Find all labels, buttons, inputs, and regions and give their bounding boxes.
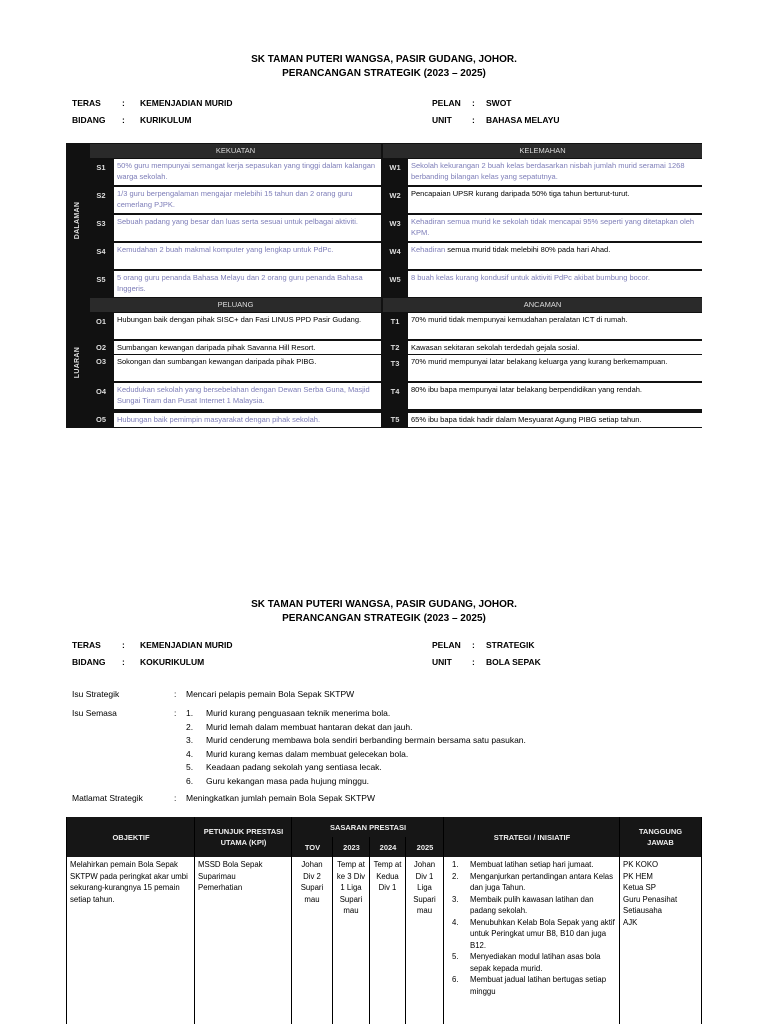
colon: : (122, 657, 125, 667)
header-tanggung-jawab: TANGGUNG JAWAB (638, 827, 683, 847)
objektif-cell: Melahirkan pemain Bola Sepak SKTPW pada peringkat akar umbi sekurang-kurangnya 15 pemain setiap tahun. (70, 860, 188, 904)
target-2023-cell: Temp at ke 3 Div 1 Liga Supari mau (336, 860, 366, 915)
swot-code: T3 (390, 359, 400, 368)
plan-title: PERANCANGAN STRATEGIK (2023 – 2025) (282, 68, 486, 79)
ancaman-header: ANCAMAN (383, 298, 702, 312)
colon: : (122, 115, 125, 125)
weakness-item: Sekolah kekurangan 2 buah kelas berdasarkan nisbah jumlah murid seramai 1268 berbanding bilangan kelas yang sepatutnya. (408, 159, 702, 185)
strength-item: 50% guru mempunyai semangat kerja sepasukan yang tinggi dalam kalangan warga sekolah. (114, 159, 381, 185)
bidang-value: KURIKULUM (140, 115, 192, 125)
colon: : (472, 657, 475, 667)
teras-label: TERAS (72, 640, 101, 650)
colon: : (174, 708, 177, 718)
list-item: 3. Membaik pulih kawasan latihan dan padang sekolah. (452, 894, 594, 915)
list-item: 1. Membuat latihan setiap hari jumaat. (452, 860, 594, 869)
opportunity-item: Sumbangan kewangan daripada pihak Savanna Hill Resort. (114, 341, 381, 354)
opportunity-item: Hubungan baik pemimpin masyarakat dengan pihak sekolah. (114, 413, 381, 427)
swot-code: S3 (96, 219, 106, 228)
tov-cell: Johan Div 2 Supari mau (300, 860, 324, 904)
colon: : (472, 98, 475, 108)
colon: : (122, 640, 125, 650)
bidang-label: BIDANG (72, 657, 106, 667)
matlamat-label: Matlamat Strategik (72, 793, 143, 803)
colon: : (174, 793, 177, 803)
colon: : (472, 115, 475, 125)
list-item: 6. Membuat jadual latihan bertugas setiap minggu (452, 975, 607, 996)
opportunity-item: Hubungan baik dengan pihak SISC+ dan Fasi LINUS PPD Pasir Gudang. (114, 313, 381, 339)
strategic-sheet (0, 588, 768, 1024)
pelan-label: PELAN (432, 640, 461, 650)
swot-table (66, 143, 702, 428)
swot-code: O4 (95, 387, 106, 396)
weakness-item: Kehadiran semua murid tidak melebihi 80% pada hari Ahad. (408, 243, 702, 269)
header-tov: TOV (304, 842, 321, 852)
meta-left (72, 95, 233, 129)
tanggung-jawab-cell (620, 857, 701, 930)
swot-code: W5 (389, 275, 401, 284)
weakness-item: 8 buah kelas kurang kondusif untuk aktiviti PdPc akibat bumbung bocor. (408, 271, 702, 297)
school-title: SK TAMAN PUTERI WANGSA, PASIR GUDANG, JOHOR. (251, 54, 517, 65)
header-2025: 2025 (416, 842, 434, 852)
meta-right (432, 95, 560, 129)
colon: : (472, 640, 475, 650)
swot-code: S5 (96, 275, 106, 284)
divider (194, 817, 195, 1024)
isu-semasa-row (72, 707, 182, 721)
pelan-value: SWOT (486, 98, 512, 108)
plan-title: PERANCANGAN STRATEGIK (2023 – 2025) (282, 613, 486, 624)
strategy-table (66, 817, 702, 1024)
weakness-item: Pencapaian UPSR kurang daripada 50% tiga tahun berturut-turut. (408, 187, 702, 213)
header-strategi: STRATEGI / INISIATIF (493, 832, 571, 842)
threat-item: 65% ibu bapa tidak hadir dalam Mesyuarat Agung PIBG setiap tahun. (408, 413, 702, 427)
swot-code: S2 (96, 191, 106, 200)
list-item: 4. Menubuhkan Kelab Bola Sepak yang aktif untuk Peringkat umur B8, B10 dan juga B12. (452, 917, 615, 950)
bidang-label: BIDANG (72, 115, 106, 125)
strength-item: Sebuah padang yang besar dan luas serta sesuai untuk pelbagai aktiviti. (114, 215, 381, 241)
header-kpi: PETUNJUK PRESTASI UTAMA (KPI) (203, 827, 284, 847)
swot-code: T2 (390, 343, 400, 352)
threat-item: Kawasan sekitaran sekolah terdedah gejala sosial. (408, 341, 702, 354)
threat-item: 70% murid mempunyai latar belakang keluarga yang kurang berkemampuan. (408, 355, 702, 381)
teras-value: KEMENJADIAN MURID (140, 640, 233, 650)
swot-code: T1 (390, 317, 400, 326)
swot-code: O5 (95, 415, 106, 424)
isu-strategik-label: Isu Strategik (72, 689, 120, 699)
isu-semasa-label: Isu Semasa (72, 708, 117, 718)
list-item: 2. Menganjurkan pertandingan antara Kelas dan juga Tahun. (452, 871, 614, 892)
matlamat-value: Meningkatkan jumlah pemain Bola Sepak SKTPW (186, 793, 375, 803)
list-item: 6. Guru kekangan masa pada hujung minggu. (186, 775, 370, 786)
meta-right (432, 637, 541, 671)
isu-strategik-value: Mencari pelapis pemain Bola Sepak SKTPW (186, 689, 355, 699)
strength-item: Kemudahan 2 buah makmal komputer yang lengkap untuk PdPc. (114, 243, 381, 269)
strategi-cell (444, 857, 619, 999)
swot-code: W1 (389, 163, 401, 172)
swot-code: O3 (95, 357, 106, 366)
list-item: Guru Penasihat (623, 894, 678, 904)
bidang-value: KOKURIKULUM (140, 657, 205, 667)
table-header (67, 817, 701, 857)
swot-code: W2 (389, 191, 401, 200)
header-2024: 2024 (379, 842, 397, 852)
kekuatan-header: KEKUATAN (90, 144, 381, 158)
side-luaran: LUARAN (74, 347, 82, 379)
kelemahan-header: KELEMAHAN (383, 144, 702, 158)
swot-code: W3 (389, 219, 401, 228)
unit-label: UNIT (432, 115, 452, 125)
peluang-header: PELUANG (90, 298, 381, 312)
side-dalaman: DALAMAN (74, 201, 82, 240)
swot-code: S1 (96, 163, 106, 172)
header-sasaran: SASARAN PRESTASI (329, 822, 407, 832)
swot-code: O1 (95, 317, 106, 326)
pelan-label: PELAN (432, 98, 461, 108)
list-item: PK HEM (623, 871, 653, 881)
swot-code: T5 (390, 415, 400, 424)
list-item: Ketua SP (623, 883, 656, 892)
isu-strategik-row (72, 688, 672, 702)
list-item: 3. Murid cenderung membawa bola sendiri berbanding bermain bersama satu pasukan. (186, 735, 526, 745)
strength-item: 1/3 guru berpengalaman mengajar melebihi 15 tahun dan 2 orang guru cemerlang PJPK. (114, 187, 381, 213)
pelan-value: STRATEGIK (486, 640, 535, 650)
opportunity-item: Kedudukan sekolah yang bersebelahan dengan Dewan Serba Guna, Masjid Sungai Tiram dan Pusat Internet 1 Malaysia. (114, 383, 381, 409)
swot-code: T4 (390, 387, 400, 396)
target-2024-cell: Temp at Kedua Div 1 (373, 860, 402, 892)
teras-label: TERAS (72, 98, 101, 108)
threat-item: 80% ibu bapa mempunyai latar belakang berpendidikan yang rendah. (408, 383, 702, 409)
target-2025-cell: Johan Div 1 Liga Supari mau (413, 860, 436, 915)
threat-item: 70% murid tidak mempunyai kemudahan peralatan ICT di rumah. (408, 313, 702, 339)
list-item: Setiausaha (623, 906, 663, 915)
strength-item: 5 orang guru penanda Bahasa Melayu dan 2 orang guru penanda Bahasa Inggeris. (114, 271, 381, 297)
header-2023: 2023 (343, 842, 360, 852)
meta-left (72, 637, 233, 671)
swot-code: S4 (96, 247, 106, 256)
list-item: 4. Murid kurang kemas dalam membuat gelecekan bola. (186, 748, 409, 759)
teras-value: KEMENJADIAN MURID (140, 98, 233, 108)
colon: : (174, 689, 177, 699)
colon: : (122, 98, 125, 108)
list-item: PK KOKO (623, 860, 659, 869)
weakness-item: Kehadiran semua murid ke sekolah tidak mencapai 95% seperti yang ditetapkan oleh KPM. (408, 215, 702, 241)
matlamat-row (72, 792, 672, 806)
divider (291, 817, 292, 1024)
list-item: 2. Murid lemah dalam membuat hantaran dekat dan jauh. (186, 721, 413, 732)
isu-semasa-list (186, 707, 526, 788)
list-item: 5. Keadaan padang sekolah yang sentiasa lecak. (186, 762, 382, 772)
list-item: 5. Menyediakan modul latihan asas bola sepak kepada murid. (452, 952, 601, 973)
opportunity-item: Sokongan dan sumbangan kewangan daripada pihak PIBG. (114, 355, 381, 381)
school-title: SK TAMAN PUTERI WANGSA, PASIR GUDANG, JOHOR. (251, 599, 517, 610)
header-objektif: OBJEKTIF (112, 832, 150, 842)
swot-sheet (0, 0, 768, 470)
unit-value: BOLA SEPAK (486, 657, 541, 667)
unit-value: BAHASA MELAYU (486, 115, 560, 125)
swot-code: W4 (389, 247, 401, 256)
swot-code: O2 (95, 343, 106, 352)
list-item: AJK (623, 917, 638, 927)
list-item: 1. Murid kurang penguasaan teknik menerima bola. (186, 708, 391, 718)
unit-label: UNIT (432, 657, 452, 667)
kpi-cell: MSSD Bola Sepak Suparimau Pemerhatian (198, 860, 263, 892)
